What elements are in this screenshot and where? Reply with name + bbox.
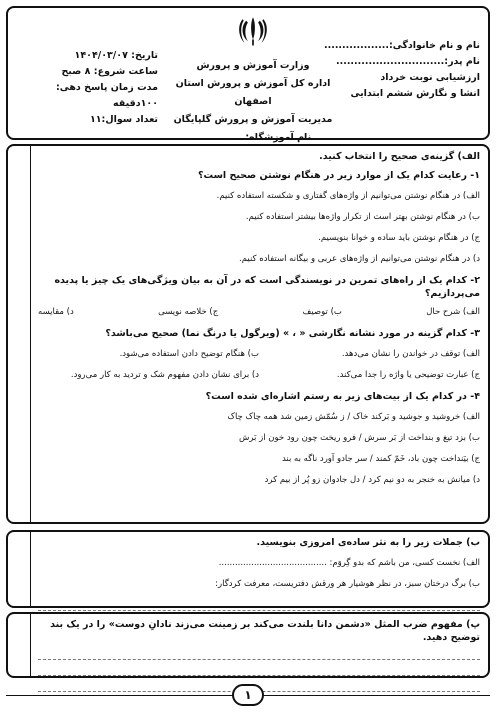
- section-a-title: الف) گزینه‌ی صحیح را انتخاب کنید.: [319, 151, 480, 162]
- score-margin-divider: [30, 532, 31, 606]
- score-margin-divider: [30, 614, 31, 676]
- q3-option-c[interactable]: ج) عبارت توضیحی یا واژه را جدا می‌کند.: [336, 370, 480, 380]
- iran-emblem-icon: [236, 14, 270, 48]
- question-2: ۲- کدام یک از راه‌های تمرین در نویسندگی است که در آن به بیان ویژگی‌های یک چیز یا پدیده می‌پردازیم؟: [54, 275, 480, 299]
- father-name-label: نام پدر:..............................: [336, 56, 480, 67]
- page-number: ۱: [232, 684, 264, 706]
- q4-option-d[interactable]: د) میانش به خنجر به دو نیم کرد / دل جادوان زو پُر از بیم کرد: [264, 475, 480, 485]
- exam-header: [6, 6, 490, 143]
- duration: مدت زمان پاسخ دهی: ۱۰۰دقیقه: [55, 82, 158, 109]
- q2-option-d[interactable]: د) مقایسه: [38, 307, 74, 317]
- q2-option-c[interactable]: ج) خلاصه نویسی: [158, 307, 219, 317]
- q3-option-d[interactable]: د) برای نشان دادن مفهوم شک و تردید به کار می‌رود.: [70, 370, 259, 380]
- section-b-box: [6, 530, 490, 608]
- q3-option-b[interactable]: ب) هنگام توضیح دادن استفاده می‌شود.: [119, 349, 259, 359]
- q3-options-row-2: [38, 369, 480, 382]
- q4-option-b[interactable]: ب) بزد تیغ و بنداخت از بَر سرش / فرو ریخت چون رود خون از بَرش: [238, 433, 480, 443]
- student-info: [320, 38, 480, 102]
- section-a-box: [6, 144, 490, 524]
- section-c-title: پ) مفهوم ضرب المثل «دشمن دانا بلندت می‌کند بر زمینت می‌زند نادانِ دوست» را در یک بند توضیح دهید.: [50, 619, 480, 643]
- question-count: تعداد سوال:۱۱: [89, 114, 158, 125]
- q3-option-a[interactable]: الف) توقف در خواندن را نشان می‌دهد.: [341, 349, 480, 359]
- organization-info: [168, 14, 338, 147]
- q4-option-c[interactable]: ج) بیَنداخت چون باد، خَمّ کمند / سر جادو آورد ناگه به بند: [281, 454, 480, 464]
- b-item-b: ب) برگ درختان سبز، در نظر هوشیار هر ورقش دفتریست، معرفت کردگار:: [215, 579, 480, 589]
- q2-option-b[interactable]: ب) توصیف: [302, 307, 342, 317]
- province-office: اداره کل آموزش و پرورش استان اصفهان: [175, 78, 331, 107]
- q1-option-d[interactable]: د) در هنگام نوشتن می‌توانیم از واژه‌های عربی و بیگانه استفاده کنیم.: [239, 254, 480, 264]
- section-b-title: ب) جملات زیر را به نثر ساده‌ی امروزی بنویسید.: [256, 537, 480, 548]
- ministry-name: وزارت آموزش و پرورش: [196, 60, 310, 71]
- q2-options: [38, 306, 480, 319]
- score-margin-divider: [30, 146, 31, 522]
- district-office: مدیریت آموزش و پرورش گلپایگان: [173, 114, 333, 125]
- b-item-a: الف) نخست کسی، من باشم که بدو گِروَم: ........................................: [218, 558, 480, 568]
- exam-date: تاریخ: ۱۴۰۴/۰۳/۰۷: [74, 50, 158, 61]
- q1-option-c[interactable]: ج) در هنگام نوشتن باید ساده و خوانا بنویسیم.: [318, 233, 480, 243]
- exam-title: ارزشیابی نوبت خرداد: [380, 72, 480, 83]
- name-label: نام و نام خانوادگی:..................: [324, 40, 480, 51]
- q3-options-row-1: [38, 348, 480, 361]
- question-4: ۴- در کدام یک از بیت‌های زیر به رستم اشاره‌ای شده است؟: [205, 391, 480, 402]
- section-c-box: [6, 612, 490, 678]
- q2-option-a[interactable]: الف) شرح حال: [426, 307, 480, 317]
- question-1: ۱- رعایت کدام یک از موارد زیر در هنگام نوشتن صحیح است؟: [198, 170, 480, 181]
- answer-line[interactable]: [38, 648, 480, 660]
- school-name-label: نام آموزشگاه:..............: [194, 132, 312, 143]
- q1-option-a[interactable]: الف) در هنگام نوشتن می‌توانیم از واژه‌های گفتاری و شکسته استفاده کنیم.: [216, 191, 480, 201]
- start-time: ساعت شروع: ۸ صبح: [61, 66, 158, 77]
- exam-meta: [18, 48, 158, 128]
- q4-option-a[interactable]: الف) خروشید و جوشید و بَرکند خاک / ز سُمّش زمین شد همه چاک چاک: [227, 412, 480, 422]
- subject-title: انشا و نگارش ششم ابتدایی: [350, 88, 480, 99]
- answer-line[interactable]: [38, 664, 480, 676]
- q1-option-b[interactable]: ب) در هنگام نوشتن بهتر است از تکرار واژه‌ها بیشتر استفاده کنیم.: [245, 212, 480, 222]
- answer-line[interactable]: [38, 599, 480, 611]
- question-3: ۳- کدام گزینه در مورد نشانه نگارشی « ، » (ویرگول یا درنگ نما) صحیح می‌باشد؟: [105, 328, 480, 339]
